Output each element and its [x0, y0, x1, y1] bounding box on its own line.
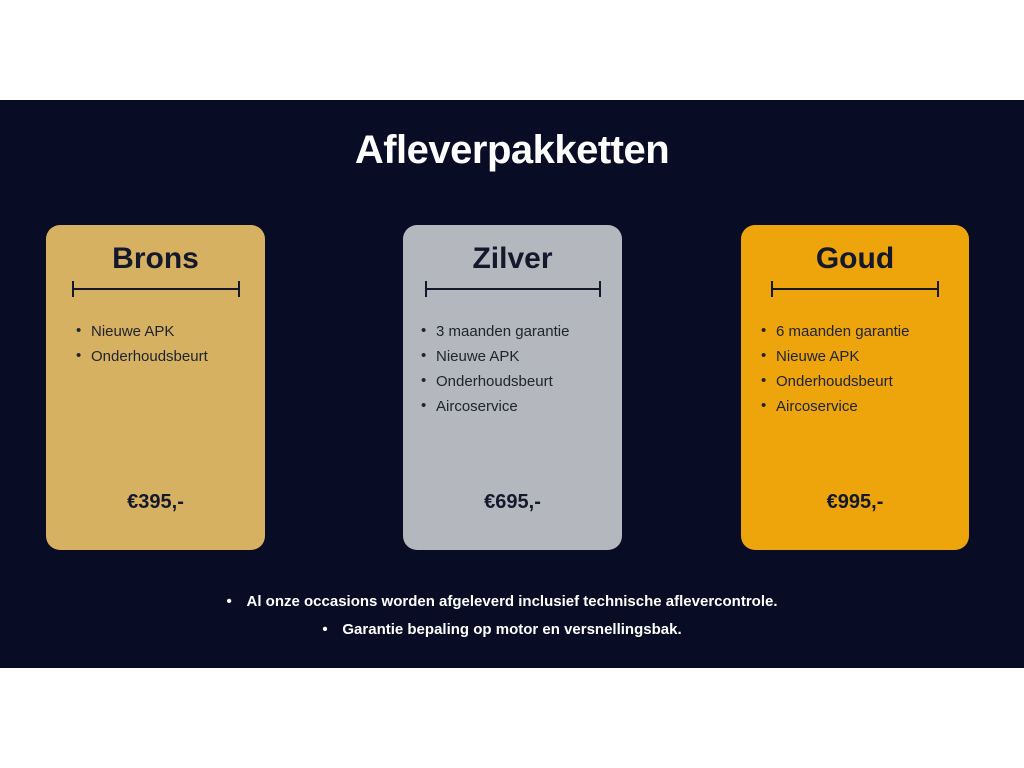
footnote-item: • Al onze occasions worden afgeleverd inclusief technische aflevercontrole.	[247, 588, 778, 616]
divider-zilver	[425, 281, 601, 297]
list-item: • 6 maanden garantie	[761, 319, 969, 344]
footnote-item: • Garantie bepaling op motor en versnellingsbak.	[342, 616, 681, 644]
divider-bar	[72, 288, 240, 290]
list-item: • Aircoservice	[421, 394, 622, 419]
package-name-brons: Brons	[112, 242, 199, 275]
package-name-zilver: Zilver	[472, 242, 553, 275]
package-price-zilver: €695,-	[484, 491, 541, 513]
divider-goud	[771, 281, 939, 297]
list-item: • Aircoservice	[761, 394, 969, 419]
footnote-list	[0, 588, 1024, 644]
list-item: • 3 maanden garantie	[421, 319, 622, 344]
package-card-goud[interactable]	[741, 225, 969, 550]
page-title: Afleverpakketten	[354, 128, 670, 172]
feature-list-goud	[741, 319, 969, 419]
package-card-list	[0, 225, 1024, 550]
package-price-goud: €995,-	[826, 491, 884, 513]
list-item: • Nieuwe APK	[421, 344, 622, 369]
divider-brons	[72, 281, 240, 297]
package-price-brons: €395,-	[127, 491, 184, 513]
divider-cap-right	[238, 281, 240, 297]
package-card-brons[interactable]	[46, 225, 265, 550]
feature-list-brons	[46, 319, 265, 369]
package-card-zilver[interactable]	[403, 225, 622, 550]
feature-list-zilver	[403, 319, 622, 419]
divider-bar	[425, 288, 601, 290]
list-item: • Onderhoudsbeurt	[421, 369, 622, 394]
list-item: • Nieuwe APK	[76, 319, 265, 344]
list-item: • Onderhoudsbeurt	[76, 344, 265, 369]
divider-cap-right	[937, 281, 939, 297]
list-item: • Nieuwe APK	[761, 344, 969, 369]
package-name-goud: Goud	[815, 242, 895, 275]
divider-bar	[771, 288, 939, 290]
divider-cap-right	[599, 281, 601, 297]
list-item: • Onderhoudsbeurt	[761, 369, 969, 394]
